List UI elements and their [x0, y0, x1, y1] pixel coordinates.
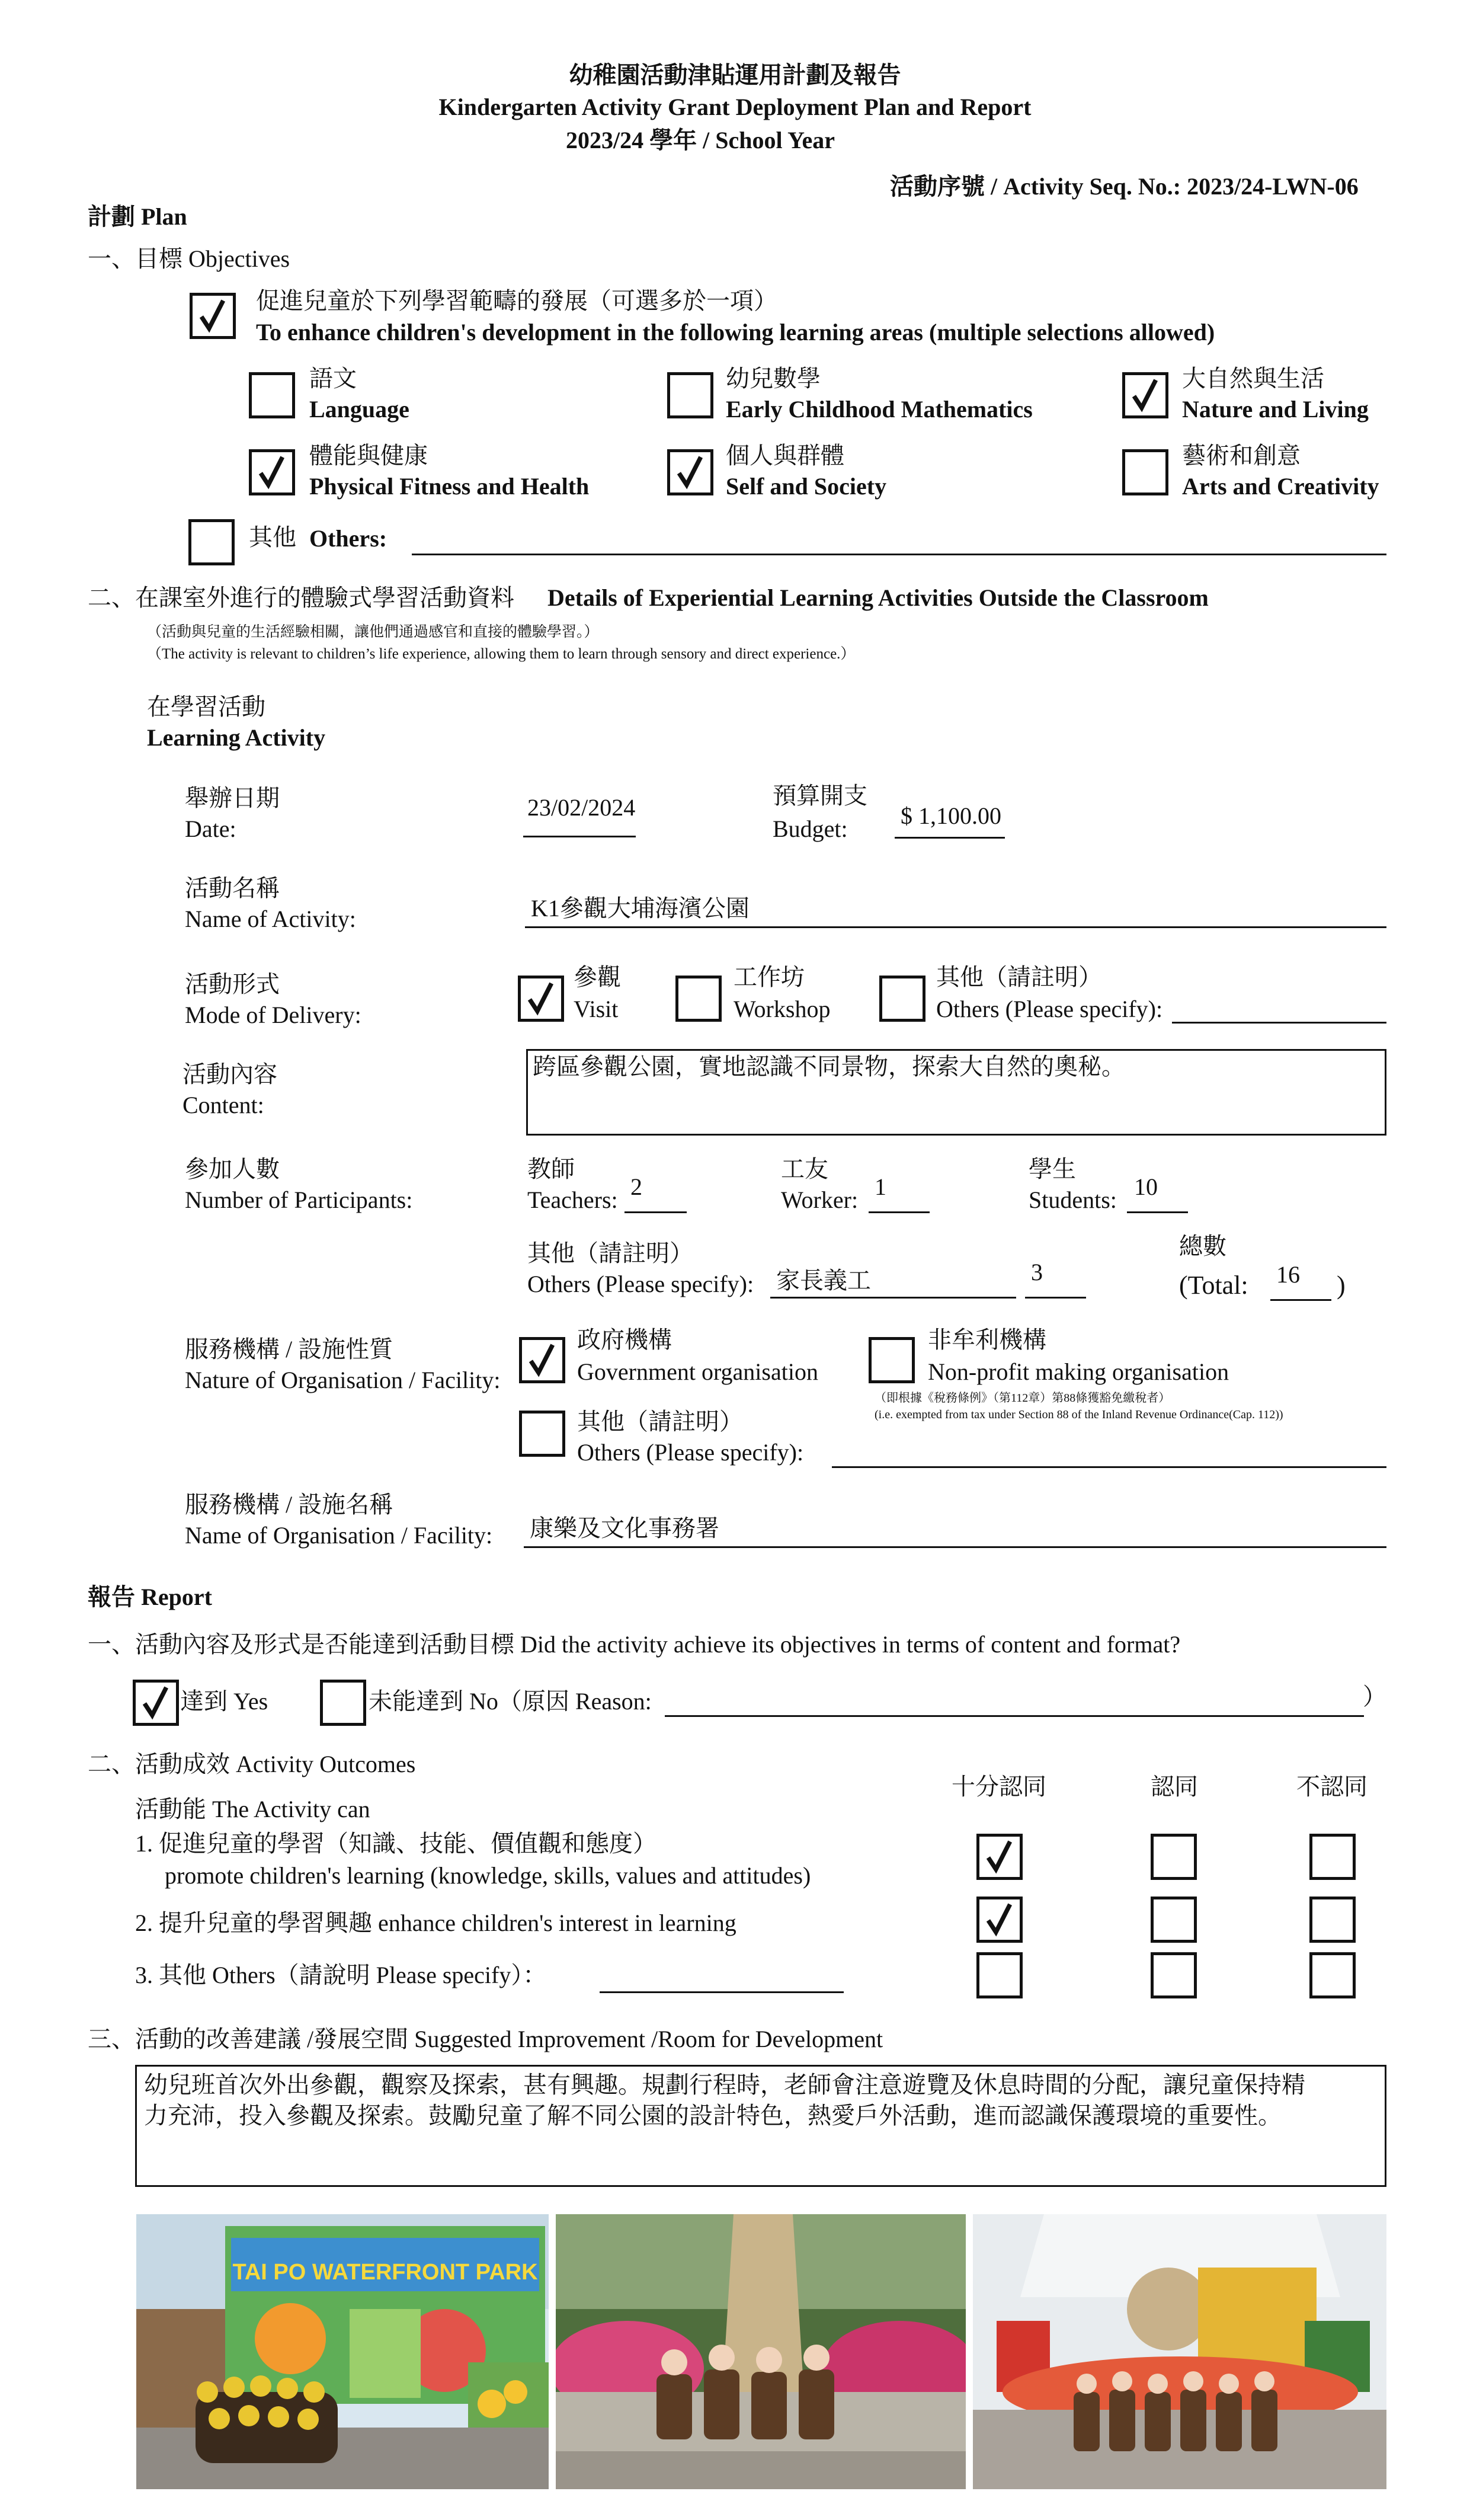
check-icon: [521, 978, 561, 1019]
area-physical-en: Physical Fitness and Health: [309, 473, 590, 500]
area-math-en: Early Childhood Mathematics: [726, 396, 1033, 423]
org-gov-checkbox[interactable]: [519, 1337, 565, 1383]
title-en: Kindergarten Activity Grant Deployment Plan and Report: [438, 94, 1032, 120]
org-name-value: 康樂及文化事務署: [530, 1515, 719, 1542]
activity-photo-1: [136, 2214, 549, 2489]
mode-visit-en: Visit: [574, 996, 619, 1022]
org-npo-checkbox[interactable]: [869, 1337, 915, 1383]
teachers-line[interactable]: [624, 1211, 687, 1213]
org-others-line[interactable]: [832, 1466, 1386, 1468]
participants-others-count: 3: [1031, 1259, 1043, 1285]
mode-others-checkbox[interactable]: [879, 976, 925, 1022]
total-label-zh: 總數: [1179, 1233, 1226, 1259]
mode-label-zh: 活動形式: [185, 971, 280, 997]
enhance-label-zh: 促進兒童於下列學習範疇的發展（可選多於一項）: [256, 287, 777, 314]
outcome-1-strongly-agree-checkbox[interactable]: [976, 1834, 1023, 1880]
mode-others-line[interactable]: [1172, 1022, 1386, 1024]
check-icon: [193, 296, 233, 336]
outcome-1-agree-checkbox[interactable]: [1151, 1834, 1197, 1880]
total-label-en: (Total:: [1179, 1271, 1248, 1300]
area-arts-en: Arts and Creativity: [1182, 473, 1379, 500]
date-label-en: Date:: [185, 816, 236, 842]
area-nature-en: Nature and Living: [1182, 396, 1369, 423]
org-gov-en: Government organisation: [577, 1358, 818, 1385]
teachers-label-en: Teachers:: [527, 1187, 618, 1213]
worker-value: 1: [875, 1173, 886, 1200]
outcome-3-strongly-agree-checkbox[interactable]: [976, 1952, 1023, 1998]
org-name-label-zh: 服務機構 / 設施名稱: [185, 1491, 393, 1518]
org-name-label-en: Name of Organisation / Facility:: [185, 1522, 493, 1549]
mode-workshop-zh: 工作坊: [734, 964, 805, 990]
org-gov-zh: 政府機構: [577, 1326, 672, 1353]
participants-others-line[interactable]: [770, 1297, 1016, 1299]
outcome-1-zh: 1. 促進兒童的學習（知識、技能、價值觀和態度）: [135, 1830, 656, 1857]
mode-label-en: Mode of Delivery:: [185, 1002, 361, 1028]
improvement-line-1: 幼兒班首次外出參觀，觀察及探索，甚有興趣。規劃行程時，老師會注意遊覽及休息時間的分配，讓兒童保持精: [144, 2071, 1305, 2098]
area-physical-checkbox[interactable]: [249, 449, 295, 495]
teachers-value: 2: [630, 1173, 642, 1200]
area-nature-checkbox[interactable]: [1122, 372, 1168, 418]
area-arts-checkbox[interactable]: [1122, 449, 1168, 495]
area-physical-zh: 體能與健康: [309, 442, 428, 469]
area-arts-zh: 藝術和創意: [1182, 442, 1301, 469]
date-line[interactable]: [523, 836, 636, 837]
area-language-checkbox[interactable]: [249, 372, 295, 418]
check-icon: [1125, 375, 1165, 415]
activity-name-line[interactable]: [525, 926, 1386, 928]
content-label-en: Content:: [182, 1092, 264, 1118]
mode-others-zh: 其他（請註明）: [936, 964, 1102, 990]
mode-workshop-checkbox[interactable]: [675, 976, 722, 1022]
outcome-3-disagree-checkbox[interactable]: [1309, 1952, 1356, 1998]
students-line[interactable]: [1127, 1211, 1188, 1213]
area-language-zh: 語文: [309, 365, 357, 392]
activity-name-label-en: Name of Activity:: [185, 906, 356, 932]
learning-activity-zh: 在學習活動: [147, 693, 265, 720]
content-value: 跨區參觀公園，實地認識不同景物，探索大自然的奧秘。: [533, 1053, 1125, 1080]
mode-others-en: Others (Please specify):: [936, 996, 1163, 1022]
participants-others-count-line[interactable]: [1025, 1297, 1086, 1299]
org-nature-label-en: Nature of Organisation / Facility:: [185, 1367, 501, 1393]
area-math-zh: 幼兒數學: [726, 365, 821, 392]
date-value: 23/02/2024: [527, 794, 636, 821]
activity-photo-2: [556, 2214, 966, 2489]
mode-visit-zh: 參觀: [574, 964, 621, 990]
participants-others-value: 家長義工: [776, 1267, 871, 1294]
org-npo-zh: 非牟利機構: [928, 1326, 1046, 1353]
achieved-yes-checkbox[interactable]: [133, 1680, 179, 1726]
check-icon: [252, 452, 292, 493]
content-box[interactable]: [526, 1049, 1386, 1136]
check-icon: [136, 1683, 176, 1723]
participants-label-zh: 參加人數: [185, 1156, 280, 1182]
area-self-en: Self and Society: [726, 473, 887, 500]
activity-name-value: K1參觀大埔海濱公園: [531, 895, 750, 922]
area-others-en: Others:: [309, 525, 387, 552]
area-others-checkbox[interactable]: [188, 519, 235, 565]
total-close-paren: ): [1337, 1271, 1346, 1300]
budget-value: $ 1,100.00: [901, 802, 1001, 829]
budget-label-en: Budget:: [773, 816, 848, 842]
outcome-3-agree-checkbox[interactable]: [1151, 1952, 1197, 1998]
activity-name-label-zh: 活動名稱: [185, 875, 280, 901]
outcome-2-agree-checkbox[interactable]: [1151, 1897, 1197, 1943]
participants-others-en: Others (Please specify):: [527, 1271, 754, 1297]
outcome-3-line[interactable]: [600, 1991, 844, 1993]
mode-workshop-en: Workshop: [734, 996, 831, 1022]
enhance-label-en: To enhance children's development in the following learning areas (multiple selections allowed): [256, 319, 1215, 346]
activity-photo-3: [973, 2214, 1386, 2489]
org-npo-note-zh: （即根據《稅務條例》（第112章）第88條獲豁免繳稅者）: [875, 1392, 1171, 1405]
outcome-1-en: promote children's learning (knowledge, skills, values and attitudes): [165, 1862, 811, 1889]
achieved-no-label: 未能達到 No（原因 Reason:: [369, 1688, 652, 1715]
activity-seq-no: 活動序號 / Activity Seq. No.: 2023/24-LWN-06: [890, 173, 1359, 200]
achieved-yes-label: 達到 Yes: [180, 1688, 268, 1715]
outcome-2-disagree-checkbox[interactable]: [1309, 1897, 1356, 1943]
total-line[interactable]: [1270, 1299, 1331, 1301]
org-nature-label-zh: 服務機構 / 設施性質: [185, 1336, 393, 1363]
enhance-checkbox[interactable]: [190, 293, 236, 339]
outcome-2: 2. 提升兒童的學習興趣 enhance children's interest in learning: [135, 1910, 736, 1936]
activity-can-label: 活動能 The Activity can: [135, 1796, 370, 1822]
worker-line[interactable]: [869, 1211, 930, 1213]
budget-label-zh: 預算開支: [773, 782, 867, 809]
org-name-line[interactable]: [524, 1546, 1386, 1548]
details-heading-zh: 二、在課室外進行的體驗式學習活動資料: [88, 584, 514, 611]
worker-label-en: Worker:: [781, 1187, 859, 1213]
col-agree: 認同: [1151, 1773, 1198, 1800]
others-input-line[interactable]: [412, 554, 1386, 555]
reason-line[interactable]: [665, 1715, 1364, 1717]
area-language-en: Language: [309, 396, 409, 423]
participants-others-zh: 其他（請註明）: [527, 1240, 693, 1267]
org-others-en: Others (Please specify):: [577, 1439, 804, 1466]
achieved-no-checkbox[interactable]: [320, 1680, 366, 1726]
improvement-heading: 三、活動的改善建議 /發展空間 Suggested Improvement /Room for Development: [88, 2026, 883, 2052]
students-value: 10: [1134, 1173, 1158, 1200]
col-strongly-agree: 十分認同: [952, 1773, 1046, 1800]
details-heading-en: Details of Experiential Learning Activities Outside the Classroom: [547, 584, 1209, 611]
worker-label-zh: 工友: [781, 1156, 828, 1182]
objectives-heading: 一、目標 Objectives: [88, 245, 290, 272]
check-icon: [522, 1340, 562, 1380]
total-value: 16: [1276, 1261, 1300, 1288]
report-heading: 報告 Report: [88, 1584, 212, 1610]
details-note-zh: （活動與兒童的生活經驗相關，讓他們通過感官和直接的體驗學習。）: [147, 624, 599, 640]
details-note-en: （The activity is relevant to children’s life experience, allowing them to learn through sensory and direct experience.）: [147, 646, 856, 662]
outcome-1-disagree-checkbox[interactable]: [1309, 1834, 1356, 1880]
date-label-zh: 舉辦日期: [185, 785, 280, 811]
area-math-checkbox[interactable]: [667, 372, 713, 418]
org-others-checkbox[interactable]: [519, 1411, 565, 1457]
students-label-en: Students:: [1029, 1187, 1117, 1213]
report-q1: 一、活動內容及形式是否能達到活動目標 Did the activity achieve its objectives in terms of content and format?: [88, 1631, 1181, 1658]
budget-line[interactable]: [895, 837, 1005, 839]
area-nature-zh: 大自然與生活: [1182, 365, 1324, 392]
teachers-label-zh: 教師: [527, 1156, 575, 1182]
content-label-zh: 活動內容: [182, 1061, 277, 1088]
learning-activity-en: Learning Activity: [147, 724, 326, 751]
col-disagree: 不認同: [1296, 1773, 1367, 1800]
check-icon: [979, 1899, 1020, 1940]
org-npo-note-en: (i.e. exempted from tax under Section 88 of the Inland Revenue Ordinance(Cap. 112)): [875, 1408, 1283, 1421]
title-zh: 幼稚園活動津貼運用計劃及報告: [569, 62, 901, 88]
improvement-line-2: 力充沛，投入參觀及探索。鼓勵兒童了解不同公園的設計特色，熱愛戶外活動，進而認識保護環境的重要性。: [144, 2102, 1282, 2129]
org-npo-en: Non-profit making organisation: [928, 1358, 1229, 1385]
park-sign: TAI PO WATERFRONT PARK: [232, 2260, 538, 2285]
mode-visit-checkbox[interactable]: [518, 976, 564, 1022]
plan-heading: 計劃 Plan: [88, 203, 187, 230]
reason-close-paren: ）: [1363, 1683, 1386, 1710]
participants-label-en: Number of Participants:: [185, 1187, 413, 1213]
check-icon: [670, 452, 710, 493]
area-self-checkbox[interactable]: [667, 449, 713, 495]
org-others-zh: 其他（請註明）: [577, 1408, 743, 1435]
school-year: 2023/24 學年 / School Year: [566, 127, 835, 153]
outcomes-heading: 二、活動成效 Activity Outcomes: [88, 1751, 416, 1777]
students-label-zh: 學生: [1029, 1156, 1076, 1182]
outcome-3: 3. 其他 Others（請說明 Please specify）：: [135, 1962, 547, 1988]
improvement-box[interactable]: [135, 2065, 1386, 2187]
area-self-zh: 個人與群體: [726, 442, 844, 469]
area-others-zh: 其他: [249, 524, 296, 551]
check-icon: [979, 1837, 1020, 1877]
outcome-2-strongly-agree-checkbox[interactable]: [976, 1897, 1023, 1943]
